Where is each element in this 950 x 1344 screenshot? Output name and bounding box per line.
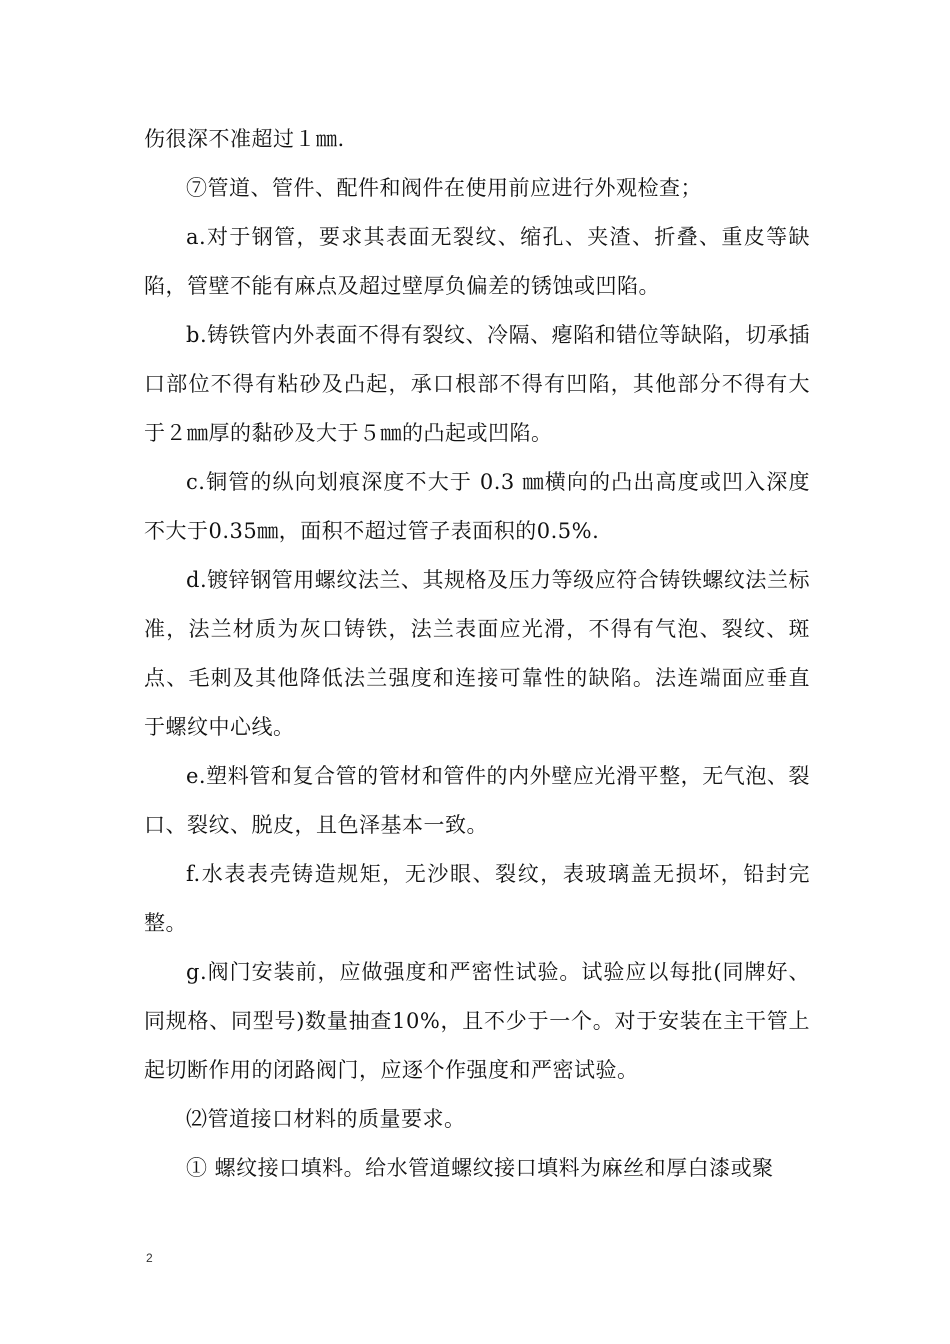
paragraph-item-7-heading: ⑦管道、管件、配件和阀件在使用前应进行外观检查； <box>186 176 702 200</box>
paragraph-item-1: ① 螺纹接口填料。给水管道螺纹接口填料为麻丝和厚白漆或聚 <box>186 1156 774 1180</box>
body-text <box>144 115 810 1193</box>
paragraph-item-d: d.镀锌钢管用螺纹法兰、其规格及压力等级应符合铸铁螺纹法兰标准，法兰材质为灰口铸铁，法兰表面应光滑，不得有气泡、裂纹、斑点、毛刺及其他降低法兰强度和连接可靠性的缺陷。法连端面应垂直于螺纹中心线。 <box>144 568 810 739</box>
page-number: 2 <box>146 1251 153 1265</box>
paragraph-item-f: f.水表表壳铸造规矩，无沙眼、裂纹，表玻璃盖无损坏，铅封完整。 <box>144 862 810 935</box>
paragraph-item-b: b.铸铁管内外表面不得有裂纹、冷隔、瘪陷和错位等缺陷，切承插口部位不得有粘砂及凸起，承口根部不得有凹陷，其他部分不得有大于２㎜厚的黏砂及大于５㎜的凸起或凹陷。 <box>144 323 810 445</box>
paragraph-item-a: a.对于钢管，要求其表面无裂纹、缩孔、夹渣、折叠、重皮等缺陷，管壁不能有麻点及超过壁厚负偏差的锈蚀或凹陷。 <box>144 225 810 298</box>
paragraph-item-e: e.塑料管和复合管的管材和管件的内外壁应光滑平整，无气泡、裂口、裂纹、脱皮，且色泽基本一致。 <box>144 764 810 837</box>
paragraph-continuation: 伤很深不准超过１㎜. <box>144 127 345 151</box>
paragraph-item-g: g.阀门安装前，应做强度和严密性试验。试验应以每批(同牌好、同规格、同型号)数量抽查10%，且不少于一个。对于安装在主干管上起切断作用的闭路阀门，应逐个作强度和严密试验。 <box>144 960 810 1082</box>
section-heading-2: ⑵管道接口材料的质量要求。 <box>186 1107 466 1131</box>
paragraph-item-c: c.铜管的纵向划痕深度不大于 0.3 ㎜横向的凸出高度或凹入深度不大于0.35㎜，面积不超过管子表面积的0.5%. <box>144 470 810 543</box>
